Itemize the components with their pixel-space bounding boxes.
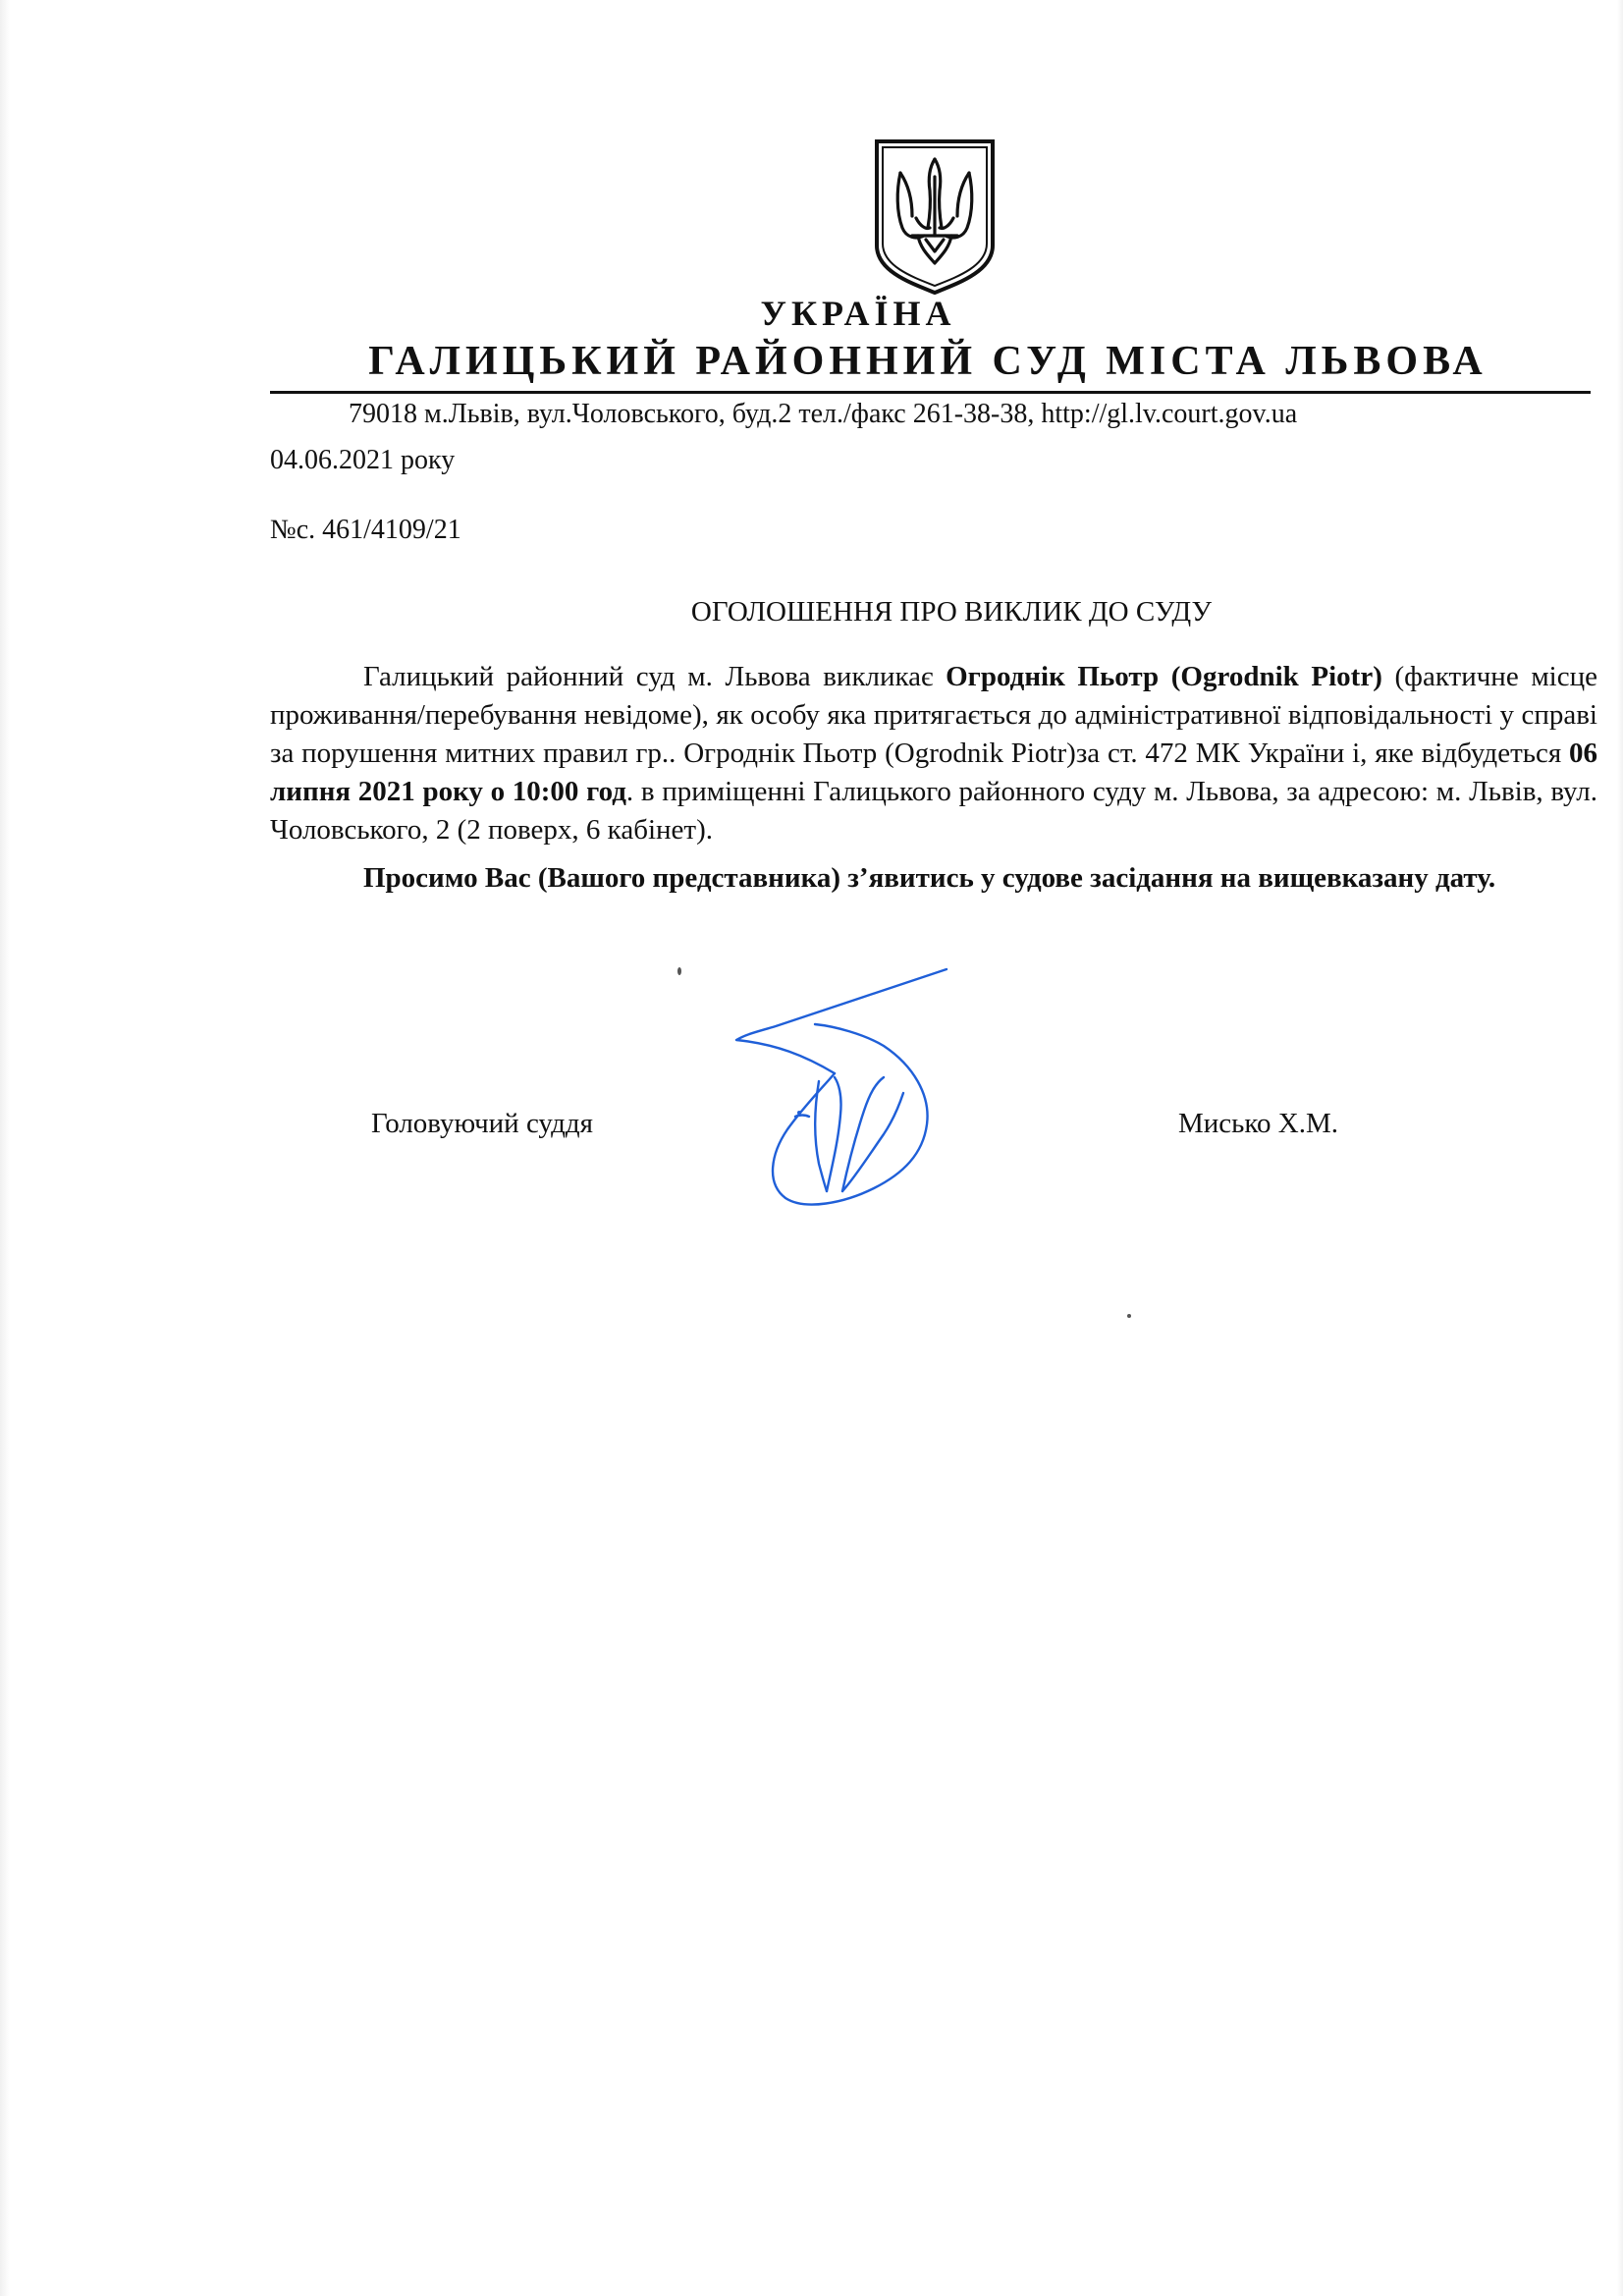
header-divider (270, 391, 1591, 394)
defendant-name: Огроднік Пьотр (Ogrodnik Piotr) (946, 661, 1382, 692)
document-title: ОГОЛОШЕННЯ ПРО ВИКЛИК ДО СУДУ (690, 596, 1213, 628)
appearance-request: Просимо Вас (Вашого представника) з’явитись у судове засідання на вищевказану дату. (363, 862, 1496, 894)
scan-edge (1617, 0, 1623, 2296)
document-date: 04.06.2021 року (270, 445, 456, 475)
notice-text: Галицький районний суд м. Львова викликає (363, 661, 947, 692)
judge-name: Мисько Х.М. (1178, 1108, 1338, 1139)
scan-edge (0, 0, 10, 2296)
court-address: 79018 м.Львів, вул.Чоловського, буд.2 тел./факс 261-38-38, http://gl.lv.court.gov.ua (349, 399, 1298, 429)
handwritten-signature (717, 967, 972, 1213)
notice-text: . в приміщенні Галицького районного суду м. Львова, за адресою: м. Львів, вул. Чоловського, 2 (2 поверх, 6 кабінет). (270, 776, 1597, 846)
notice-body (270, 658, 1597, 898)
case-number: №с. 461/4109/21 (270, 515, 461, 545)
court-name-heading: ГАЛИЦЬКИЙ РАЙОННИЙ СУД МІСТА ЛЬВОВА (368, 339, 1488, 384)
coat-of-arms-icon (871, 137, 999, 297)
scan-speck (677, 967, 681, 975)
notice-paragraph (270, 658, 1597, 849)
country-heading: УКРАЇНА (760, 294, 956, 333)
hearing-datetime: 06 липня 2021 року о 10:00 год (270, 738, 1597, 807)
scan-speck (1127, 1314, 1131, 1318)
judge-role-label: Головуючий суддя (371, 1108, 593, 1139)
notice-text: (фактичне місце проживання/перебування невідоме), як особу яка притягається до адміністративної відповідальності у справі за порушення митних правил гр.. Огроднік Пьотр (Ogrodnik Piotr)за ст. 472 МК України і, яке відбудеться (270, 661, 1597, 769)
